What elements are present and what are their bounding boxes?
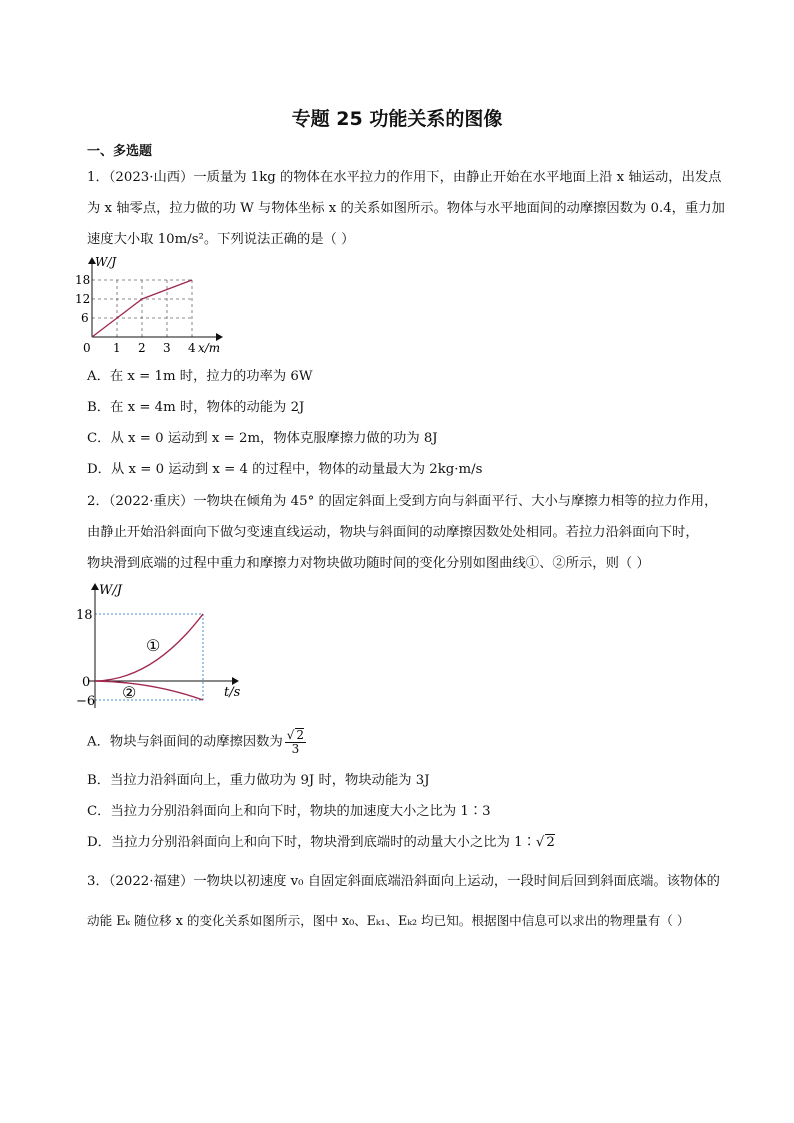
- q2-line-1: 2．（2022·重庆）一物块在倾角为 45° 的固定斜面上受到方向与斜面平行、大小与摩擦力相等的拉力作用，: [87, 494, 718, 509]
- q1-xtick-1: 1: [113, 341, 121, 355]
- q2-option-a-denominator: 3: [291, 742, 300, 756]
- q1-ytick-18: 18: [75, 273, 91, 287]
- q2-option-c: C．当拉力分别沿斜面向上和向下时，物块的加速度大小之比为 1∶3: [87, 804, 491, 819]
- q1-line-3: 速度大小取 10m/s²。下列说法正确的是（ ）: [87, 232, 355, 247]
- q1-xtick-4: 4: [188, 341, 196, 355]
- q1-xtick-2: 2: [138, 341, 146, 355]
- q2-option-d-text: D．当拉力分别沿斜面向上和向下时，物块滑到底端时的动量大小之比为 1∶: [87, 835, 536, 850]
- q1-x-label: x/m: [198, 341, 221, 355]
- q2-option-a: [87, 728, 306, 756]
- q2-option-a-text: A．物块与斜面间的动摩擦因数为: [87, 734, 283, 750]
- q2-guide-lines: [95, 614, 203, 700]
- q1-option-d: D．从 x = 0 运动到 x = 4 的过程中，物体的动量最大为 2kg·m/s: [87, 462, 483, 477]
- q1-graph: [72, 252, 242, 358]
- q2-ytick-0: 0: [82, 675, 91, 690]
- q2-line-3: 物块滑到底端的过程中重力和摩擦力对物块做功随时间的变化分别如图曲线①、②所示，则（ ）: [87, 556, 650, 571]
- q2-ytick-18: 18: [76, 608, 93, 623]
- q2-option-a-numerator: 2: [296, 728, 305, 742]
- q1-xtick-3: 3: [163, 341, 171, 355]
- q2-ytick-neg6: −6: [76, 694, 96, 709]
- q2-curve-2: [95, 681, 203, 700]
- q1-gridlines: [92, 280, 192, 337]
- q2-option-d-root: √ 2: [535, 835, 555, 850]
- section-heading: 一、多选题: [87, 144, 153, 159]
- q1-ytick-12: 12: [75, 292, 91, 306]
- q1-option-a: A．在 x = 1m 时，拉力的功率为 6W: [87, 369, 313, 384]
- q2-line-2: 由静止开始沿斜面向下做匀变速直线运动，物块与斜面间的动摩擦因数处处相同。若拉力沿斜面向下时，: [87, 525, 699, 540]
- q2-curve-1-label: ①: [146, 636, 161, 655]
- q1-ytick-6: 6: [81, 311, 89, 325]
- q1-xtick-0: 0: [83, 341, 91, 355]
- q1-y-label: W/J: [95, 255, 117, 269]
- q2-option-b: B．当拉力沿斜面向上，重力做功为 9J 时，物块动能为 3J: [87, 773, 430, 788]
- page-title: 专题 25 功能关系的图像: [291, 108, 503, 130]
- q1-option-b: B．在 x = 4m 时，物体的动能为 2J: [87, 400, 305, 415]
- q2-curve-2-label: ②: [122, 683, 137, 702]
- q1-line-1: 1．（2023·山西）一质量为 1kg 的物体在水平拉力的作用下，由静止开始在水平地面上沿 x 轴运动，出发点: [87, 170, 722, 185]
- q3-line-2: 动能 Eₖ 随位移 x 的变化关系如图所示，图中 x₀、Eₖ₁、Eₖ₂ 均已知。根据图中信息可以求出的物理量有（ ）: [87, 913, 690, 928]
- q1-option-c: C．从 x = 0 运动到 x = 2m，物体克服摩擦力做的功为 8J: [87, 431, 438, 446]
- q2-y-label: W/J: [99, 583, 122, 598]
- q2-x-label: t/s: [224, 685, 241, 700]
- q2-option-a-fraction: $\frac{√ 2}{3}$: [286, 728, 305, 756]
- q3-line-1: 3．（2022·福建）一物块以初速度 v₀ 自固定斜面底端沿斜面向上运动，一段时间后回到斜面底端。该物体的: [87, 874, 720, 889]
- q2-graph: [78, 580, 258, 712]
- q1-line-2: 为 x 轴零点，拉力做的功 W 与物体坐标 x 的关系如图所示。物体与水平地面间的动摩擦因数为 0.4，重力加: [87, 201, 725, 216]
- q2-option-d: [87, 831, 555, 850]
